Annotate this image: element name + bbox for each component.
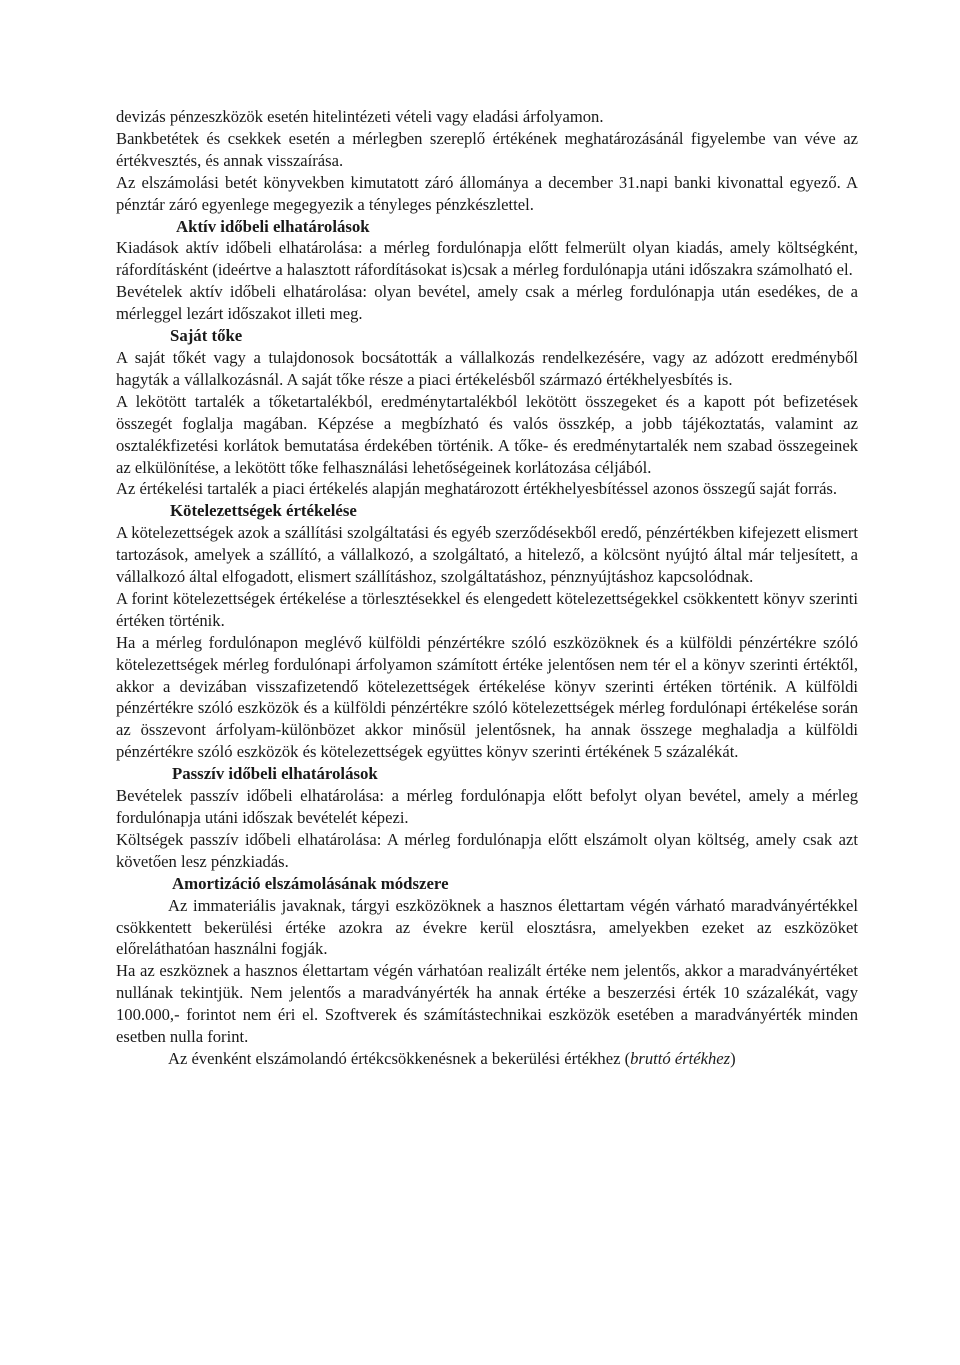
- heading-amortizacio: Amortizáció elszámolásának módszere: [172, 873, 449, 893]
- paragraph-kotelezettseg-3: Ha a mérleg fordulónapon meglévő külföldi pénzértékre szóló eszközöknek és a külföldi pénzértékre szóló kötelezettségek mérleg fordulónapi árfolyamon számított értéke jelentősen nem tér el a könyv szerinti értéktől, akkor a devizában visszafizetendő kötelezettségek értékelése könyv szerinti értéken történik. A külföldi pénzértékre szóló eszközök és a külföldi pénzértékre szóló kötelezettségek mérleg fordulónapi értékelése során az összevont árfolyam-különbözet akkor minősül jelentősnek, ha annak összege meghaladja a külföldi pénzértékre szóló eszközök és kötelezettségek együttes könyv szerinti értékének 5 százalékát.: [116, 632, 858, 762]
- paragraph-amortizacio-3-end: ): [730, 1048, 736, 1068]
- heading-kotelezettsegek-ertekelese: Kötelezettségek értékelése: [170, 501, 357, 521]
- heading-aktiv-idobeli-elhatarolasok: Aktív időbeli elhatárolások: [176, 216, 370, 236]
- paragraph-sajat-1: A saját tőkét vagy a tulajdonosok bocsátották a vállalkozás rendelkezésére, vagy az adózott eredményből hagyták a vállalkozásnál. A saját tőke része a piaci értékelésből származó értékhelyesbítés is.: [116, 347, 858, 389]
- paragraph-intro-3: Az elszámolási betét könyvekben kimutatott záró állománya a december 31.napi banki kivonattal egyező. A pénztár záró egyenlege megegyezik a tényleges pénzkészlettel.: [116, 172, 858, 214]
- paragraph-amortizacio-3-start: Az évenként elszámolandó értékcsökkenésnek a bekerülési értékhez (: [168, 1048, 631, 1068]
- heading-sajat-toke: Saját tőke: [170, 326, 243, 346]
- document-page: [116, 106, 858, 1070]
- paragraph-sajat-2: A lekötött tartalék a tőketartalékból, eredménytartalékból lekötött összegeket és a kapott pót befizetések összegét foglalja magában. Képzése a megbízható és valós összkép, a jobb tájékoztatás, valamint az osztalékfizetési korlátok bemutatása érdekében történik. A tőke- és eredménytartalék nem szabad összegeinek az elkülönítése, a lekötött tőke felhasználási lehetőségeinek korlátozása céljából.: [116, 391, 858, 477]
- paragraph-kotelezettseg-1: A kötelezettségek azok a szállítási szolgáltatási és egyéb szerződésekből eredő, pénzértékben kifejezett elismert tartozások, amelyek a szállító, a vállalkozó, a szolgáltató, a hitelező, a kölcsönt nyújtó által már teljesített, a vállalkozó által elfogadott, elismert szállításhoz, szolgáltatáshoz, pénznyújtáshoz kapcsolódnak.: [116, 523, 858, 587]
- paragraph-amortizacio-1: Az immateriális javaknak, tárgyi eszközöknek a hasznos élettartam végén várható maradványértékkel csökkentett bekerülési értéke azokra az évekre kerül elosztásra, amelyekben ezeket az eszközöket előreláthatóan használni fogják.: [116, 895, 858, 959]
- paragraph-intro-2: Bankbetétek és csekkek esetén a mérlegben szereplő értékének meghatározásánál figyelembe van véve az értékvesztés, és annak visszaírása.: [116, 128, 858, 170]
- paragraph-amortizacio-2: Ha az eszköznek a hasznos élettartam végén várhatóan realizált értéke nem jelentős, akkor a maradványértéket nullának tekintjük. Nem jelentős a maradványérték ha annak értéke a beszerzési érték 10 százalékát, vagy 100.000,- forintot nem éri el. Szoftverek és számítástechnikai eszközök esetében a maradványérték minden esetben nulla forint.: [116, 961, 858, 1047]
- paragraph-passziv-1: Bevételek passzív időbeli elhatárolása: a mérleg fordulónapja előtt befolyt olyan bevétel, amely a mérleg fordulónapja utáni időszak bevételét képezi.: [116, 786, 858, 827]
- paragraph-amortizacio-3: [116, 1048, 858, 1070]
- heading-passziv-idobeli-elhatarolasok: Passzív időbeli elhatárolások: [172, 764, 378, 784]
- paragraph-sajat-3: Az értékelési tartalék a piaci értékelés alapján meghatározott értékhelyesbítéssel azonos összegű saját forrás.: [116, 479, 838, 499]
- paragraph-kotelezettseg-2: A forint kötelezettségek értékelése a törlesztésekkel és elengedett kötelezettségekkel csökkentett könyv szerinti értéken történik.: [116, 588, 858, 630]
- paragraph-aktiv-1: Kiadások aktív időbeli elhatárolása: a mérleg fordulónapja előtt felmerült olyan kiadás, amely költségként, ráfordításként (ideértve a halasztott ráfordításokat is)csak a mérleg fordulónapja utáni időszakra számolható el.: [116, 238, 858, 280]
- paragraph-aktiv-2: Bevételek aktív időbeli elhatárolása: olyan bevétel, amely csak a mérleg fordulónapja után esedékes, de a mérleggel lezárt időszakot illeti meg.: [116, 282, 858, 324]
- paragraph-passziv-2: Költségek passzív időbeli elhatárolása: A mérleg fordulónapja előtt elszámolt olyan költség, amely csak azt követően lesz pénzkiadás.: [116, 829, 858, 871]
- paragraph-intro-1: devizás pénzeszközök esetén hitelintézeti vételi vagy eladási árfolyamon.: [116, 107, 604, 126]
- paragraph-amortizacio-3-emphasis: bruttó értékhez: [630, 1048, 731, 1068]
